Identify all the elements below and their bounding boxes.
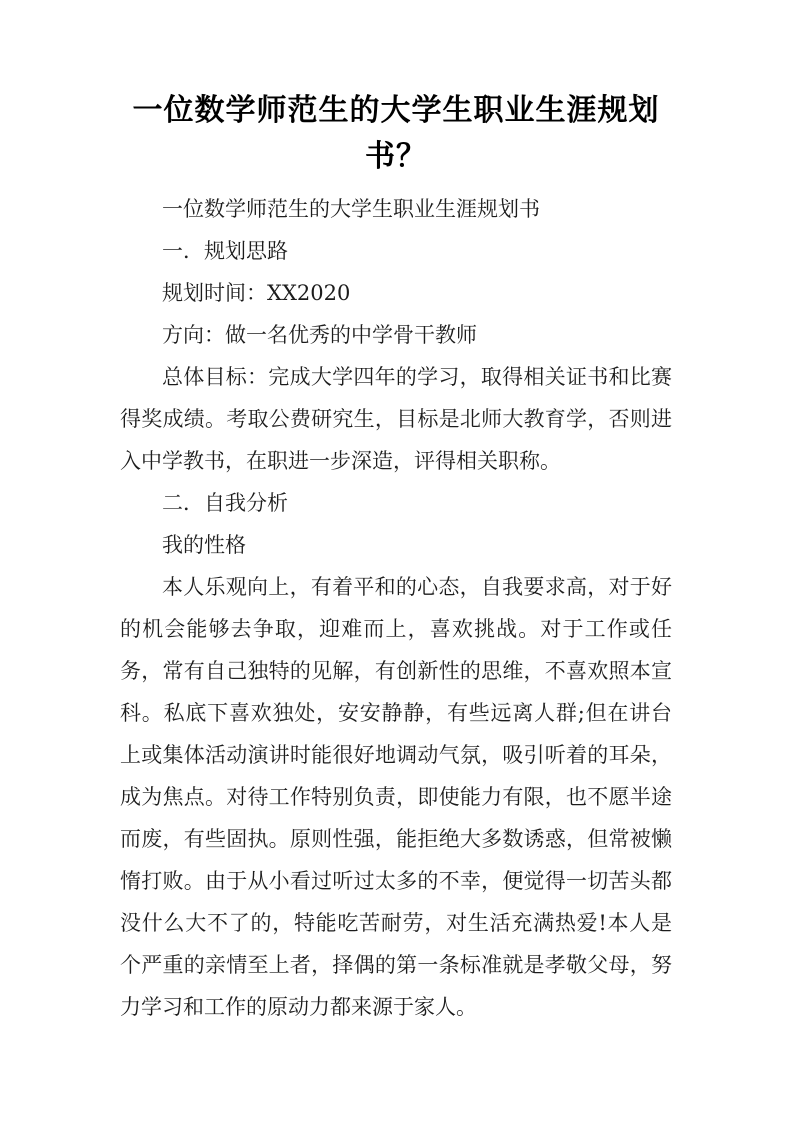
personality-paragraph: 本人乐观向上，有着平和的心态，自我要求高，对于好的机会能够去争取，迎难而上，喜欢挑战。对于工作或任务，常有自己独特的见解，有创新性的思维，不喜欢照本宣科。私底下喜欢独处，安安静静，有些远离人群;但在讲台上或集体活动演讲时能很好地调动气氛，吸引听着的耳朵，成为焦点。对待工作特别负责，即使能力有限，也不愿半途而废，有些固执。原则性强，能拒绝大多数诱惑，但常被懒惰打败。由于从小看过听过太多的不幸，便觉得一切苦头都没什么大不了的，特能吃苦耐劳，对生活充满热爱!本人是个严重的亲情至上者，择偶的第一条标准就是孝敬父母，努力学习和工作的原动力都来源于家人。	[120, 575, 672, 1019]
doc-subtitle: 一位数学师范生的大学生职业生涯规划书	[162, 197, 540, 221]
overall-goal-paragraph: 总体目标：完成大学四年的学习，取得相关证书和比赛得奖成绩。考取公费研究生，目标是北师大教育学，否则进入中学教书，在职进一步深造，评得相关职称。	[120, 365, 672, 473]
document-body	[120, 188, 672, 1028]
section-1-heading: 一．规划思路	[162, 239, 288, 263]
personality-subheading: 我的性格	[162, 533, 246, 557]
document-title-line-1: 一位数学师范生的大学生职业生涯规划	[132, 93, 660, 128]
section-2-heading: 二．自我分析	[162, 491, 288, 515]
document-title	[120, 88, 672, 180]
document-title-line-2: 书？	[365, 139, 427, 174]
plan-time-line: 规划时间：XX2020	[162, 281, 351, 305]
direction-line: 方向：做一名优秀的中学骨干教师	[162, 323, 477, 347]
